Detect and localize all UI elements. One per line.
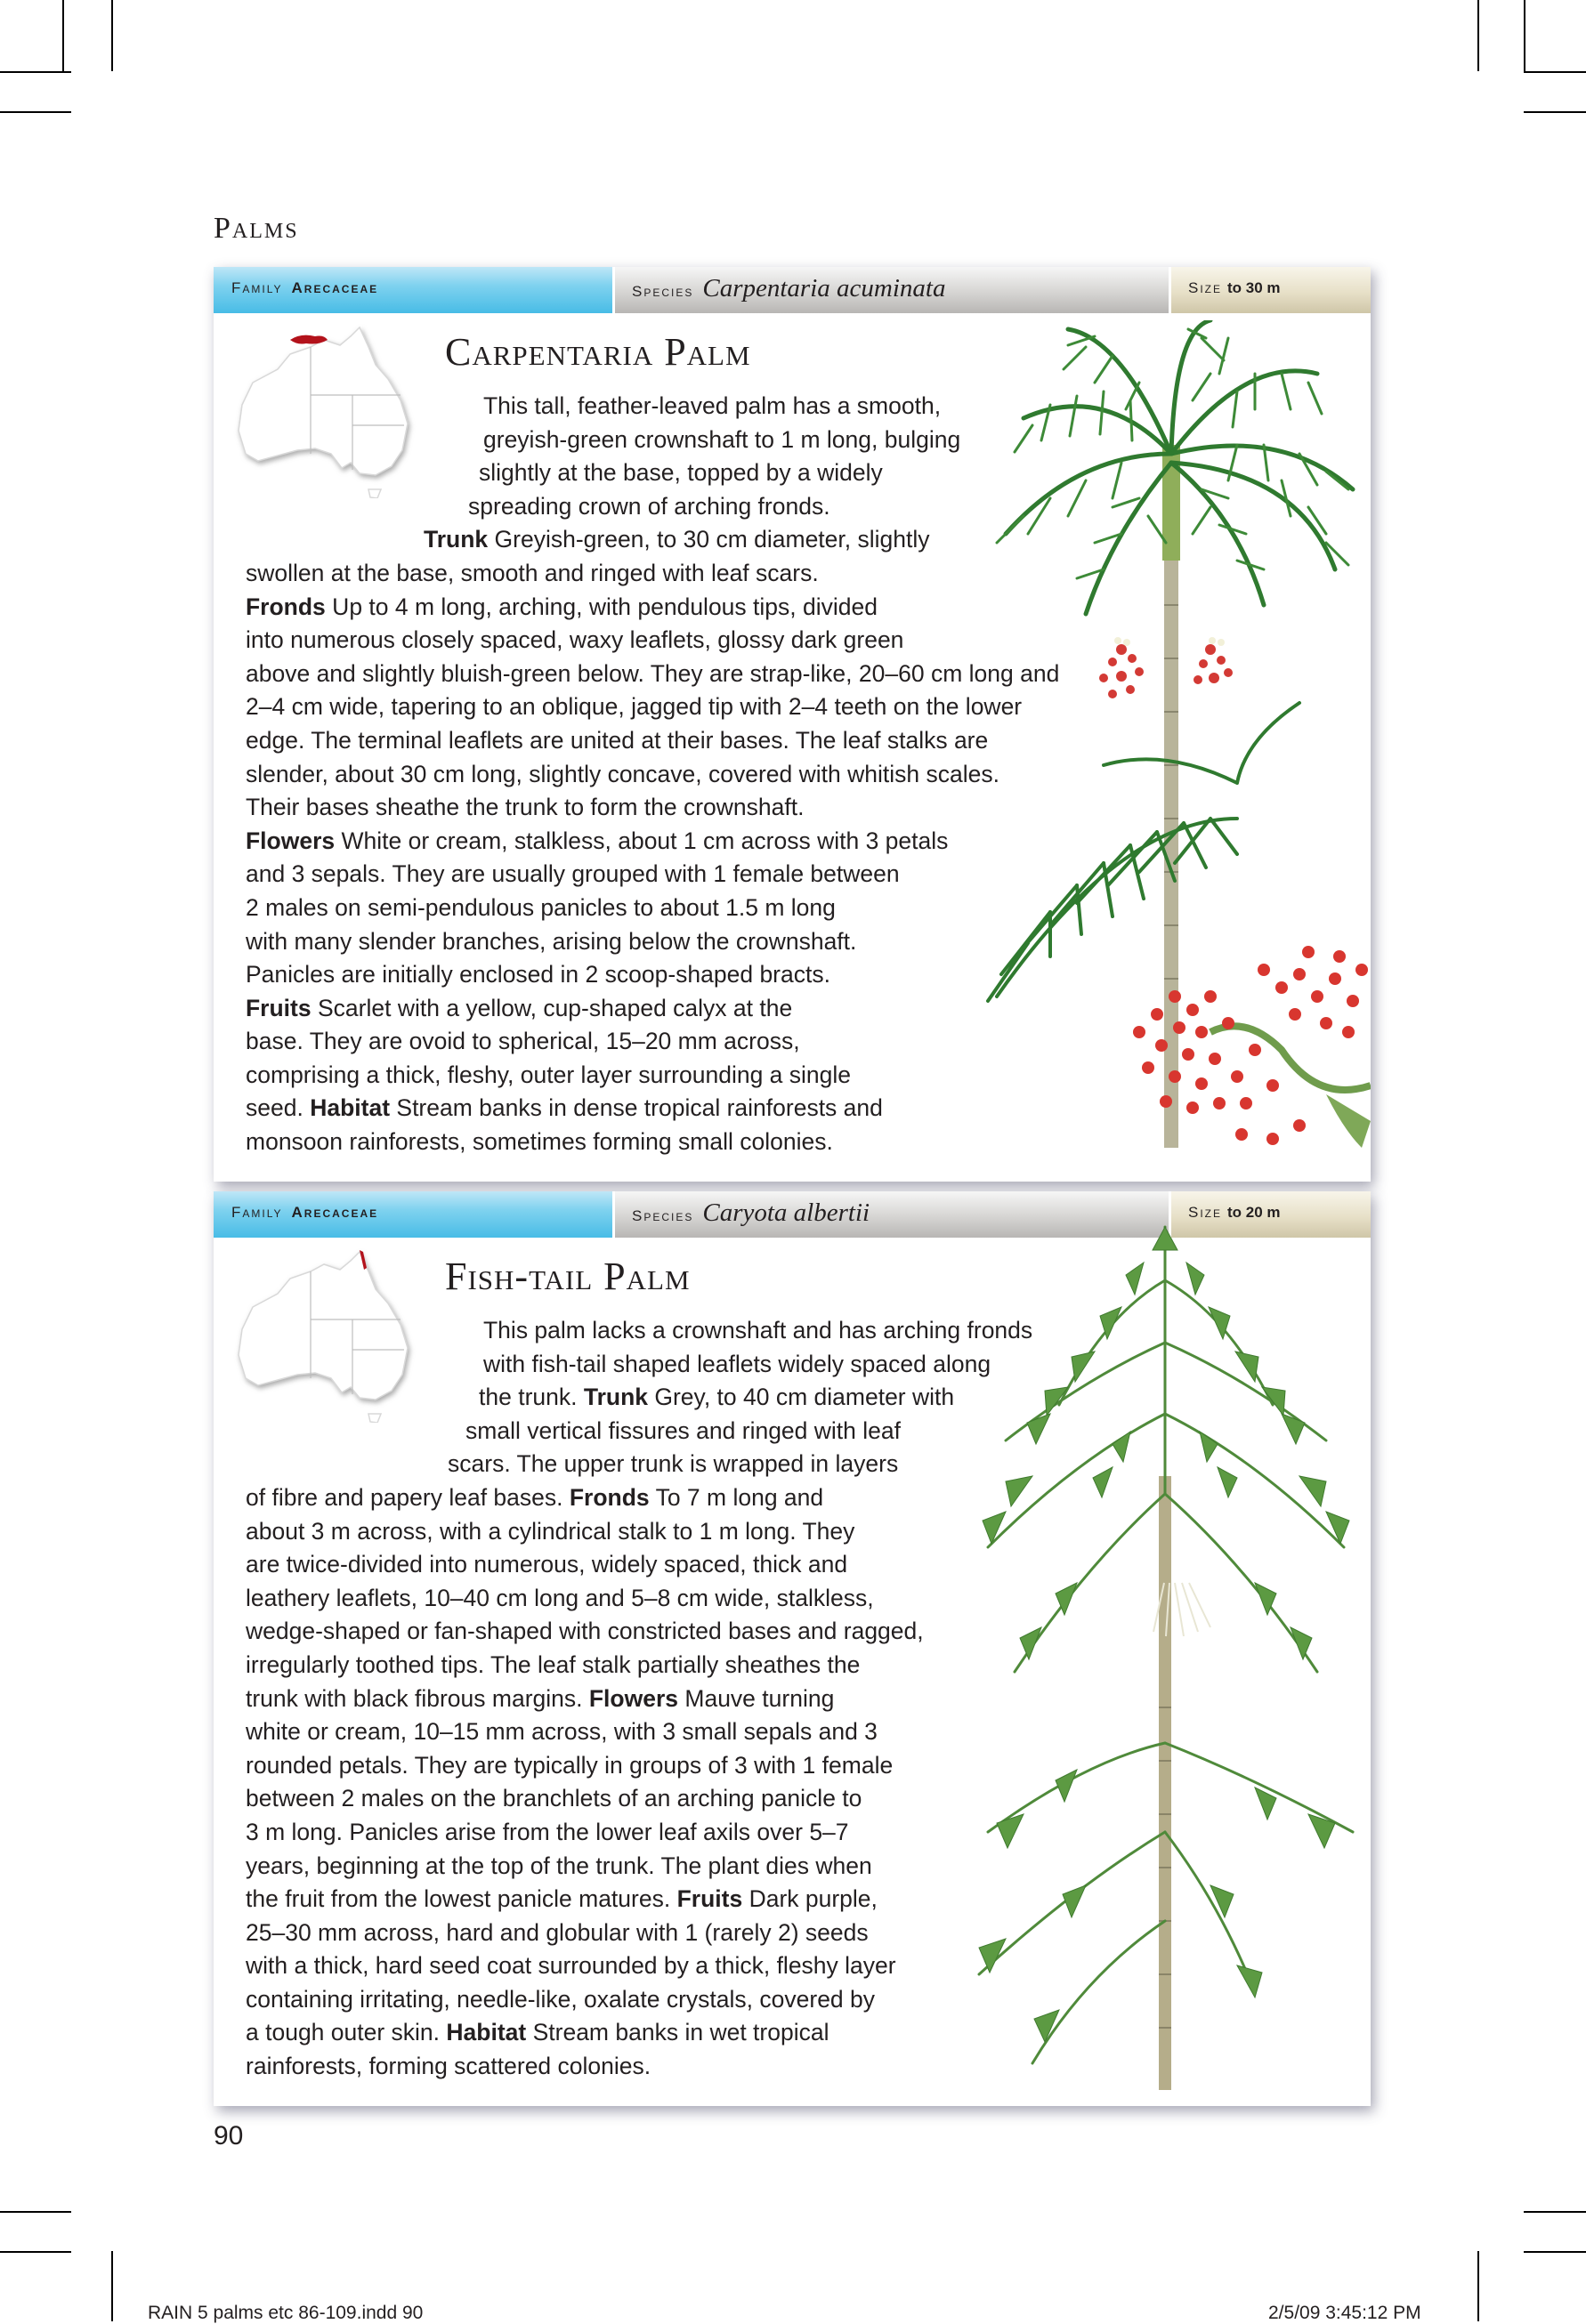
text-run: Scarlet with a yellow, cup-shaped calyx at the bbox=[311, 994, 793, 1021]
species-title: Fish-tail Palm bbox=[445, 1255, 691, 1298]
crop-mark bbox=[0, 111, 71, 113]
text-run: Grey, to 40 cm diameter with bbox=[648, 1384, 955, 1411]
palm-crown bbox=[1006, 320, 1353, 614]
crop-mark bbox=[1524, 0, 1525, 71]
family-field bbox=[231, 279, 378, 297]
text-run: the fruit from the lowest panicle matures. bbox=[246, 1885, 677, 1913]
text-run: the trunk. bbox=[479, 1384, 584, 1411]
page-number: 90 bbox=[214, 2121, 244, 2151]
text-run: spreading crown of arching fronds. bbox=[468, 492, 830, 520]
text-run: of fibre and papery leaf bases. bbox=[246, 1483, 570, 1511]
text-run: into numerous closely spaced, waxy leaflets, glossy dark green bbox=[246, 626, 904, 654]
text-run: seed. bbox=[246, 1094, 311, 1122]
band-divider bbox=[612, 267, 615, 313]
text-run: This palm lacks a crownshaft and has arching fronds bbox=[483, 1317, 1033, 1344]
text-run: Up to 4 m long, arching, with pendulous tips, divided bbox=[325, 593, 878, 620]
info-band bbox=[214, 267, 1371, 313]
field-label: Habitat bbox=[446, 2019, 527, 2046]
species-label: Species bbox=[632, 1207, 694, 1224]
band-divider bbox=[1169, 267, 1171, 313]
text-run: 2 males on semi-pendulous panicles to about 1.5 m long bbox=[246, 893, 836, 921]
text-run: containing irritating, needle-like, oxalate crystals, covered by bbox=[246, 1985, 876, 2013]
size-label: Size bbox=[1188, 1204, 1223, 1221]
text-run: with many slender branches, arising below the crownshaft. bbox=[246, 927, 857, 955]
species-label: Species bbox=[632, 283, 694, 300]
text-run: small vertical fissures and ringed with leaf bbox=[465, 1416, 901, 1444]
text-run: Panicles are initially enclosed in 2 scoop-shaped bracts. bbox=[246, 961, 830, 989]
crop-mark bbox=[1524, 71, 1586, 73]
field-label: Fruits bbox=[246, 994, 312, 1021]
slug-datetime: 2/5/09 3:45:12 PM bbox=[1268, 2303, 1421, 2323]
field-label: Fronds bbox=[569, 1483, 650, 1511]
family-field bbox=[231, 1204, 378, 1222]
palm-illustration bbox=[952, 1209, 1371, 2099]
field-label: Habitat bbox=[310, 1094, 391, 1122]
crop-mark bbox=[0, 2251, 71, 2253]
text-run: wedge-shaped or fan-shaped with constricted bases and ragged, bbox=[246, 1618, 924, 1645]
species-value: Caryota albertii bbox=[702, 1198, 870, 1227]
text-run: slender, about 30 cm long, slightly concave, covered with whitish scales. bbox=[246, 760, 999, 787]
crop-mark bbox=[0, 2211, 71, 2213]
crop-mark bbox=[1477, 0, 1479, 71]
family-label: Family bbox=[231, 1204, 283, 1221]
size-value: to 20 m bbox=[1227, 1204, 1281, 1221]
species-card-fish-tail bbox=[214, 1191, 1371, 2106]
size-value: to 30 m bbox=[1227, 279, 1281, 296]
text-run: about 3 m across, with a cylindrical stalk to 1 m long. They bbox=[246, 1517, 855, 1545]
text-run: Mauve turning bbox=[678, 1684, 835, 1712]
crop-mark bbox=[62, 0, 64, 71]
crop-mark bbox=[1477, 2251, 1479, 2321]
text-run: Stream banks in wet tropical bbox=[526, 2019, 829, 2046]
text-run: rainforests, forming scattered colonies. bbox=[246, 2053, 651, 2080]
species-field bbox=[632, 1198, 870, 1228]
text-run: 25–30 mm across, hard and globular with 1 (rarely 2) seeds bbox=[246, 1918, 869, 1946]
family-label: Family bbox=[231, 279, 283, 296]
crop-mark bbox=[0, 71, 71, 73]
text-run: Dark purple, bbox=[742, 1885, 878, 1913]
text-run: 2–4 cm wide, tapering to an oblique, jagged tip with 2–4 teeth on the lower bbox=[246, 693, 1023, 721]
size-field bbox=[1188, 279, 1281, 297]
text-run: monsoon rainforests, sometimes forming small colonies. bbox=[246, 1128, 833, 1156]
family-value: Arecaceae bbox=[291, 279, 379, 296]
text-run: with fish-tail shaped leaflets widely spaced along bbox=[483, 1350, 991, 1377]
text-run: edge. The terminal leaflets are united at their bases. The leaf stalks are bbox=[246, 726, 989, 754]
text-run: slightly at the base, topped by a widely bbox=[479, 459, 883, 487]
species-value: Carpentaria acuminata bbox=[702, 274, 946, 303]
text-run: comprising a thick, fleshy, outer layer surrounding a single bbox=[246, 1061, 852, 1088]
text-run: with a thick, hard seed coat surrounded by a thick, fleshy layer bbox=[246, 1952, 896, 1980]
species-title: Carpentaria Palm bbox=[445, 330, 751, 374]
text-run: between 2 males on the branchlets of an arching panicle to bbox=[246, 1785, 862, 1812]
species-card-carpentaria bbox=[214, 267, 1371, 1182]
species-field bbox=[632, 274, 945, 303]
text-run: To 7 m long and bbox=[649, 1483, 824, 1511]
crop-mark bbox=[1524, 2211, 1586, 2213]
palm-illustration bbox=[943, 320, 1371, 1174]
text-run: This tall, feather-leaved palm has a smooth, bbox=[483, 392, 942, 419]
text-run: scars. The upper trunk is wrapped in layers bbox=[448, 1450, 899, 1478]
section-heading: Palms bbox=[214, 212, 299, 245]
text-run: rounded petals. They are typically in groups of 3 with 1 female bbox=[246, 1751, 894, 1779]
text-run: base. They are ovoid to spherical, 15–20 mm across, bbox=[246, 1028, 800, 1055]
text-run: Stream banks in dense tropical rainforests and bbox=[390, 1094, 883, 1122]
crop-mark bbox=[1524, 111, 1586, 113]
text-run: leathery leaflets, 10–40 cm long and 5–8 cm wide, stalkless, bbox=[246, 1584, 874, 1611]
text-run: Greyish-green, to 30 cm diameter, slightly bbox=[488, 526, 930, 553]
band-divider bbox=[612, 1191, 615, 1238]
text-run: and 3 sepals. They are usually grouped with 1 female between bbox=[246, 860, 900, 888]
text-run: white or cream, 10–15 mm across, with 3 small sepals and 3 bbox=[246, 1718, 878, 1746]
frond-detail bbox=[988, 703, 1299, 1001]
text-run: trunk with black fibrous margins. bbox=[246, 1684, 589, 1712]
field-label: Fronds bbox=[246, 593, 326, 620]
crop-mark bbox=[111, 0, 113, 71]
field-label: Flowers bbox=[588, 1684, 679, 1712]
text-run: above and slightly bluish-green below. They are strap-like, 20–60 cm long and bbox=[246, 659, 1060, 687]
text-run: are twice-divided into numerous, widely spaced, thick and bbox=[246, 1551, 848, 1578]
field-label: Trunk bbox=[583, 1384, 648, 1411]
text-run: 3 m long. Panicles arise from the lower leaf axils over 5–7 bbox=[246, 1818, 849, 1845]
text-run: Their bases sheathe the trunk to form the crownshaft. bbox=[246, 794, 805, 821]
text-run: a tough outer skin. bbox=[246, 2019, 447, 2046]
text-run: greyish-green crownshaft to 1 m long, bulging bbox=[483, 425, 961, 453]
crop-mark bbox=[1524, 2251, 1586, 2253]
palm-trunk bbox=[1159, 1476, 1171, 2090]
text-run: swollen at the base, smooth and ringed with leaf scars. bbox=[246, 559, 819, 586]
field-label: Flowers bbox=[246, 827, 336, 854]
crop-mark bbox=[111, 2251, 113, 2321]
slug-filename: RAIN 5 palms etc 86-109.indd 90 bbox=[148, 2303, 424, 2323]
text-run: years, beginning at the top of the trunk. The plant dies when bbox=[246, 1852, 872, 1879]
field-label: Trunk bbox=[424, 526, 489, 553]
family-value: Arecaceae bbox=[291, 1204, 379, 1221]
text-run: irregularly toothed tips. The leaf stalk partially sheathes the bbox=[246, 1650, 861, 1678]
size-label: Size bbox=[1188, 279, 1223, 296]
field-label: Fruits bbox=[676, 1885, 743, 1913]
text-run: White or cream, stalkless, about 1 cm across with 3 petals bbox=[335, 827, 949, 854]
